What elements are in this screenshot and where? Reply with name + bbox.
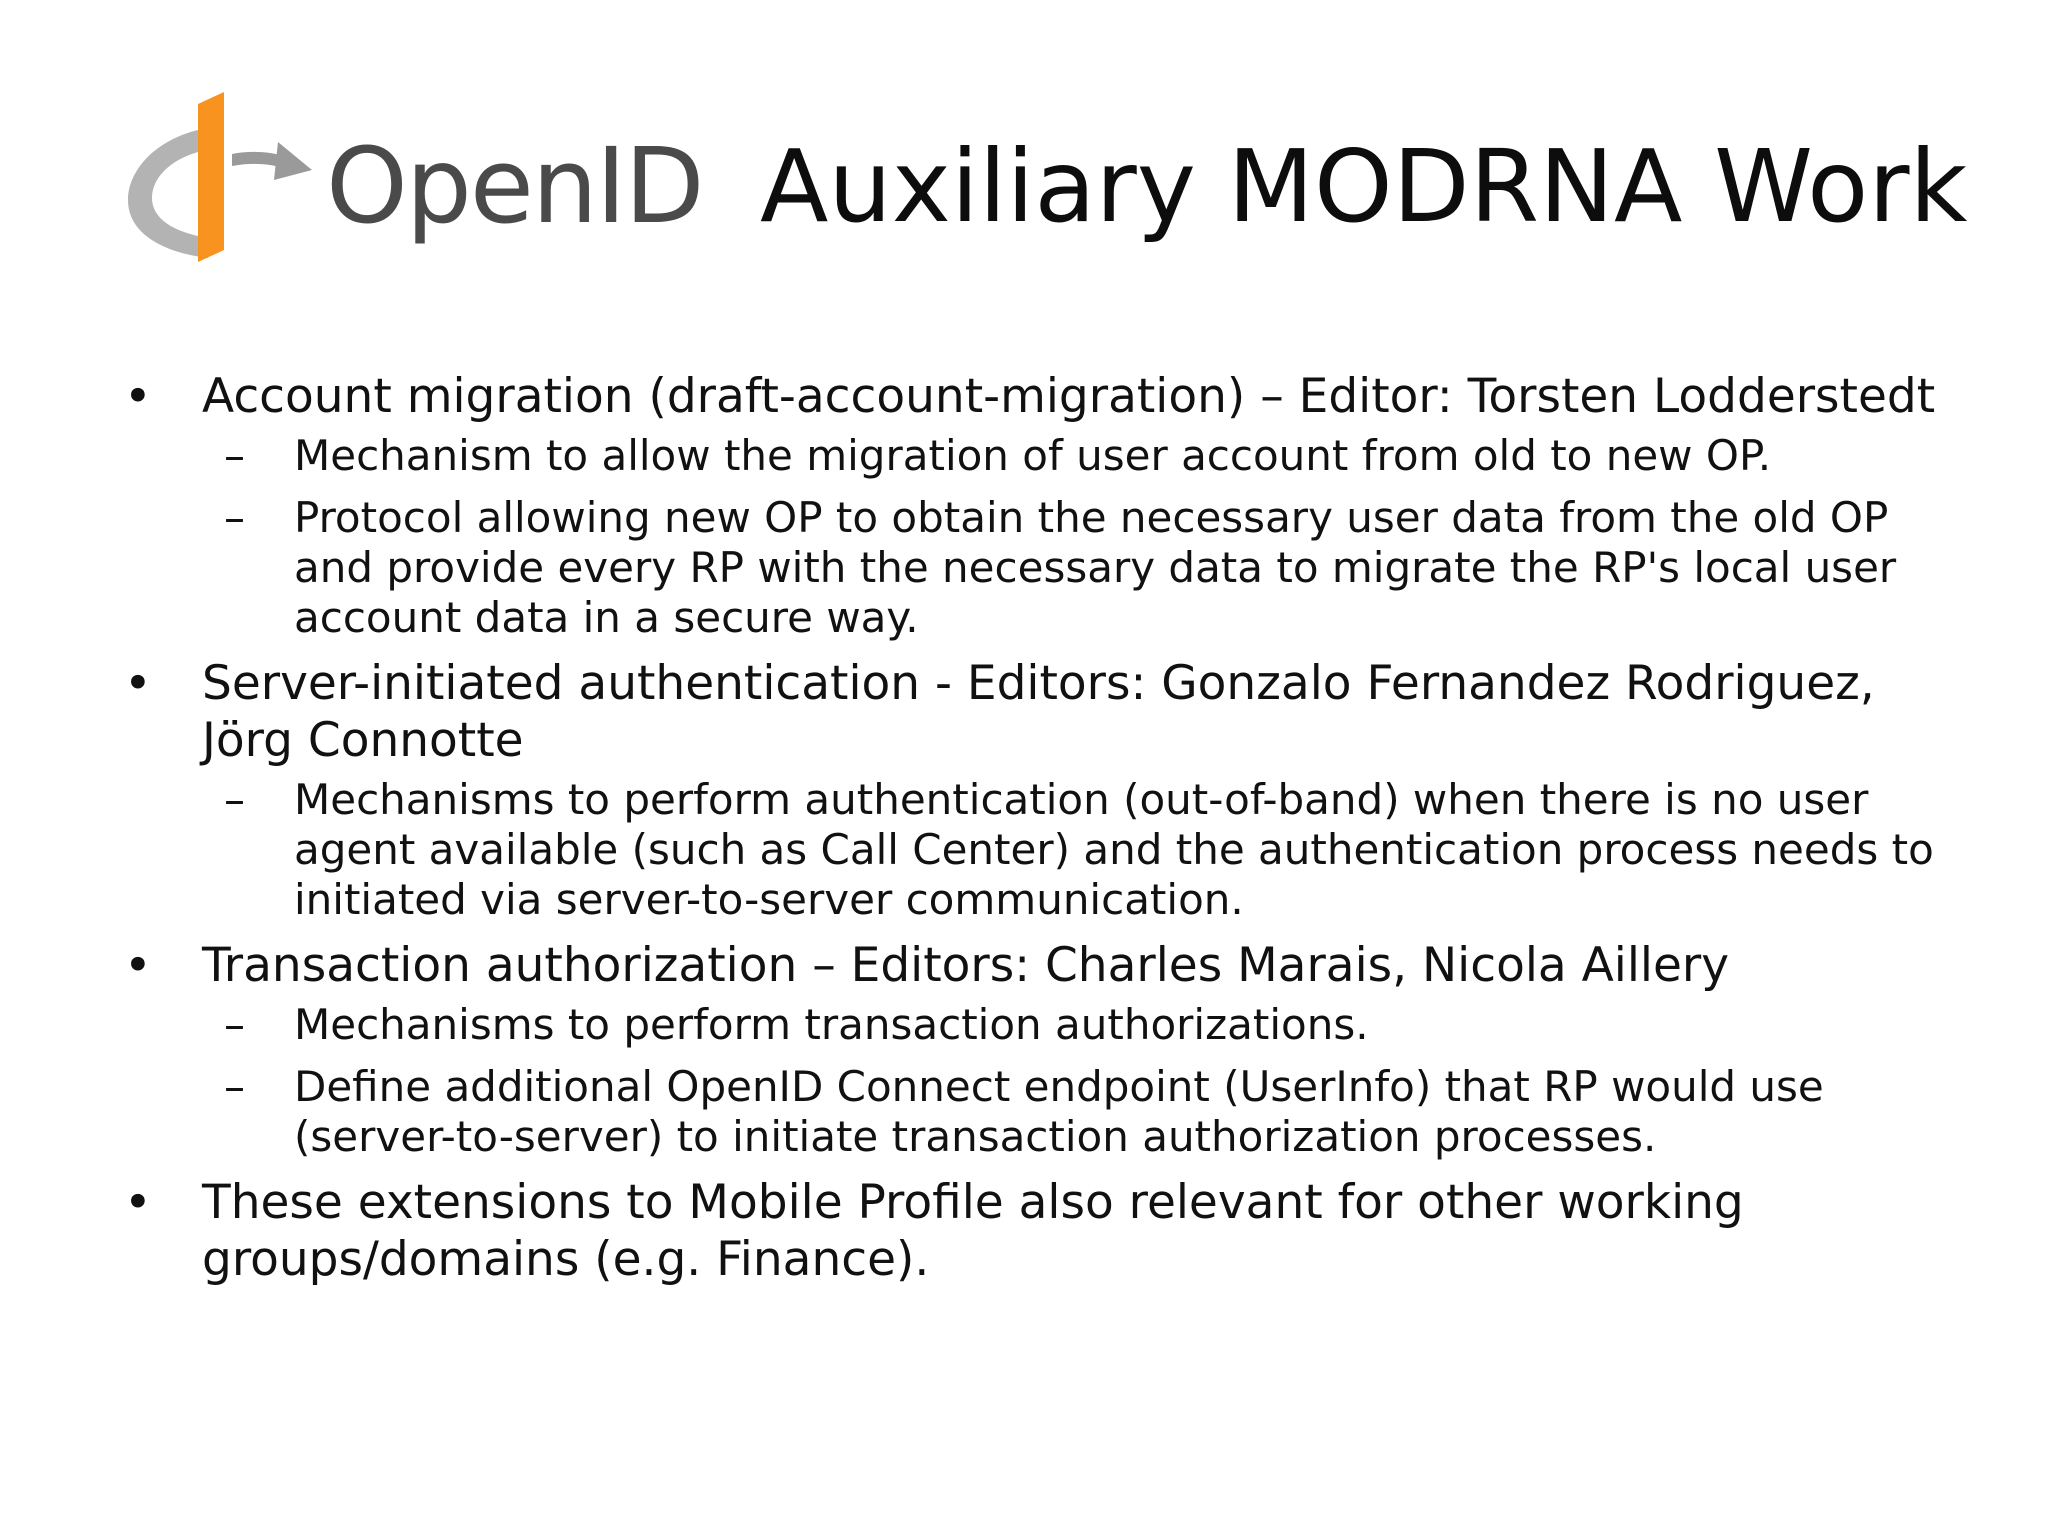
bullet-extensions (120, 1174, 1960, 1288)
bullet-text (120, 1174, 1960, 1288)
dash-marker: – (224, 1000, 245, 1049)
dash-marker: – (224, 431, 245, 480)
bullet-text (120, 368, 1960, 425)
bullet-text (120, 937, 1960, 994)
slide-title: Auxiliary MODRNA Work (760, 128, 1968, 245)
openid-logo (128, 92, 703, 262)
bullet-label: These extensions to Mobile Profile also relevant for other working groups/domains (e.g. Finance). (202, 1175, 1744, 1287)
dash-marker: – (224, 775, 245, 824)
dash-marker: – (224, 1062, 245, 1111)
openid-logo-icon (128, 92, 318, 262)
sub-bullet (120, 775, 1960, 925)
bullet-marker: • (124, 369, 152, 424)
bullet-list (120, 368, 1960, 1290)
bullet-marker: • (124, 1175, 152, 1230)
bullet-server-initiated-authentication (120, 655, 1960, 925)
sub-bullet (120, 1062, 1960, 1162)
bullet-label: Account migration (draft-account-migration) – Editor: Torsten Lodderstedt (202, 369, 1936, 424)
bullet-transaction-authorization (120, 937, 1960, 1162)
sub-bullet-label: Mechanisms to perform authentication (out-of-band) when there is no user agent available (such as Call Center) and the authentication process needs to initiated via server-to-server communication. (294, 775, 1934, 924)
sub-bullet (120, 493, 1960, 643)
bullet-marker: • (124, 656, 152, 711)
sub-bullet-list (120, 431, 1960, 643)
sub-bullet-label: Mechanisms to perform transaction authorizations. (294, 1000, 1369, 1049)
sub-bullet-label: Protocol allowing new OP to obtain the necessary user data from the old OP and provide every RP with the necessary data to migrate the RP's local user account data in a secure way. (294, 493, 1897, 642)
bullet-label: Server-initiated authentication - Editors: Gonzalo Fernandez Rodriguez, Jörg Connotte (202, 656, 1875, 768)
sub-bullet-list (120, 1000, 1960, 1162)
bullet-marker: • (124, 938, 152, 993)
sub-bullet (120, 1000, 1960, 1050)
sub-bullet (120, 431, 1960, 481)
sub-bullet-label: Mechanism to allow the migration of user account from old to new OP. (294, 431, 1772, 480)
bullet-label: Transaction authorization – Editors: Charles Marais, Nicola Aillery (202, 938, 1730, 993)
bullet-text (120, 655, 1960, 769)
bullet-account-migration (120, 368, 1960, 643)
openid-logo-text: OpenID (326, 125, 703, 247)
sub-bullet-label: Define additional OpenID Connect endpoint (UserInfo) that RP would use (server-to-server) to initiate transaction authorization processes. (294, 1062, 1824, 1161)
dash-marker: – (224, 493, 245, 542)
sub-bullet-list (120, 775, 1960, 925)
